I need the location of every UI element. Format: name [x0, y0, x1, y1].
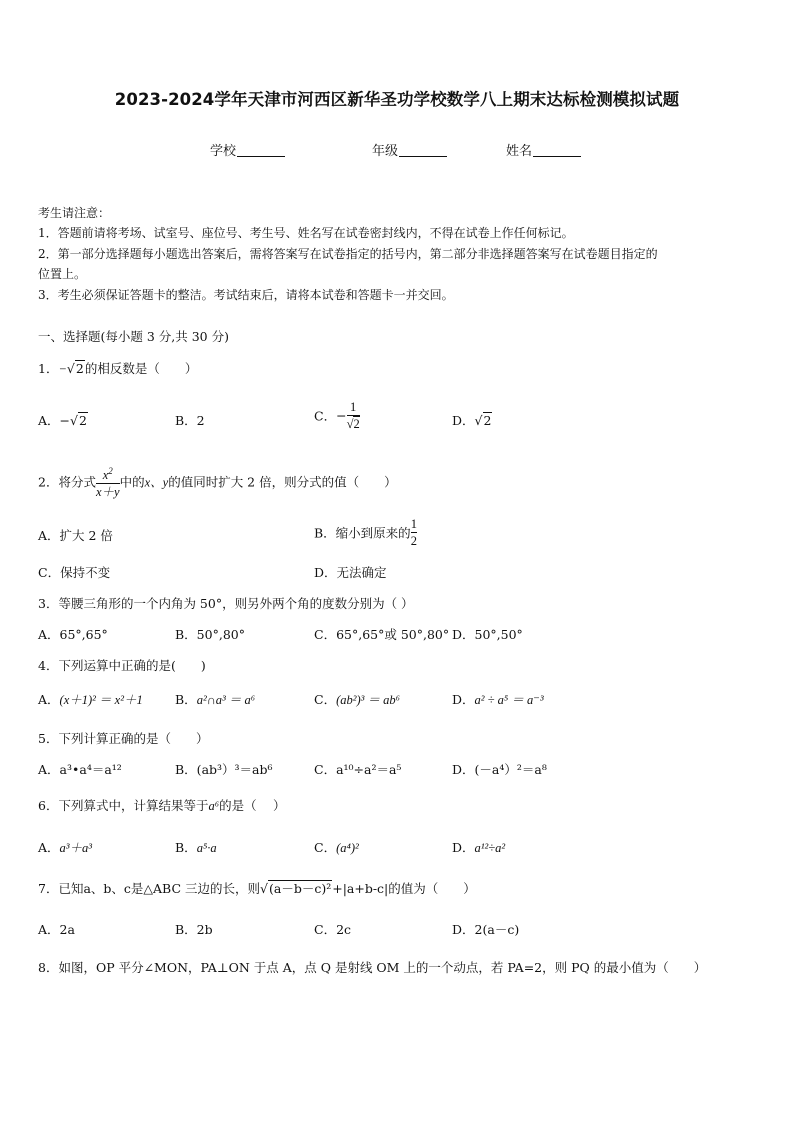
- question-3: 3．等腰三角形的一个内角为 50°，则另外两个角的度数分别为（ ）: [38, 596, 414, 611]
- q2-option-c: C．保持不变: [38, 565, 111, 580]
- page-title: 2023-2024学年天津市河西区新华圣功学校数学八上期末达标检测模拟试题: [114, 90, 680, 109]
- notice-item-2-cont: 位置上。: [38, 267, 87, 281]
- question-6: 6．下列算式中，计算结果等于a⁶的是（ ）: [38, 798, 286, 813]
- q6-option-d: D．a¹²÷a²: [452, 840, 506, 855]
- grade-blank: [399, 143, 447, 157]
- q7-sqrt: √(a－b－c)²: [260, 881, 332, 896]
- q1-option-a: A．−√2: [38, 413, 87, 428]
- q1-number: 1．: [38, 361, 59, 376]
- section-title: 一、选择题(每小题 3 分,共 30 分): [38, 329, 229, 344]
- q1-sqrt: √2: [66, 361, 84, 376]
- q5-option-b: B．(ab³）³＝ab⁶: [175, 762, 273, 777]
- q5-option-c: C．a¹⁰÷a²＝a⁵: [314, 762, 402, 777]
- q1-option-d: D．√2: [452, 413, 492, 428]
- name-blank: [533, 143, 581, 157]
- question-4: 4．下列运算中正确的是( ): [38, 658, 206, 673]
- q3-option-d: D．50°,50°: [452, 627, 523, 642]
- q1-text: 的相反数是（ ）: [84, 361, 198, 376]
- grade-label: 年级: [372, 144, 399, 159]
- school-field: [210, 140, 285, 159]
- q4-option-a: A．(x＋1)² ＝ x²＋1: [38, 692, 143, 707]
- q6-option-a: A．a³＋a³: [38, 840, 93, 855]
- question-7: 7．已知a、b、c是△ABC 三边的长，则√(a－b－c)²+|a+b-c|的值为（ ）: [38, 881, 476, 896]
- q5-option-a: A．a³•a⁴＝a¹²: [38, 762, 122, 777]
- q2-option-b: B．缩小到原来的 $\frac{1}{2}$: [314, 517, 417, 548]
- q1-minus: −: [58, 362, 67, 376]
- q4-option-c: C．(ab²)³ ＝ ab⁶: [314, 692, 400, 707]
- question-1: [38, 359, 197, 377]
- question-2: 2．将分式 $\frac{x^2}{x+y}$ 中的x、y的值同时扩大 2 倍，则分式的值（ ）: [38, 463, 397, 500]
- grade-field: [372, 140, 447, 159]
- name-label: 姓名: [506, 144, 533, 159]
- notice-heading: 考生请注意：: [38, 206, 111, 220]
- q1-option-b: B．2: [175, 413, 205, 428]
- question-5: 5．下列计算正确的是（ ）: [38, 731, 209, 746]
- q5-option-d: D．(－a⁴）²＝a⁸: [452, 762, 547, 777]
- name-field: [506, 140, 581, 159]
- q6-option-b: B．a⁵·a: [175, 840, 217, 855]
- q2-option-d: D．无法确定: [314, 565, 387, 580]
- school-blank: [237, 143, 285, 157]
- notice-item-2: 2．第一部分选择题每小题选出答案后，需将答案写在试卷指定的括号内，第二部分非选择题答案写在试卷题目指定的: [38, 247, 658, 261]
- q6-option-c: C．(a⁴)²: [314, 840, 359, 855]
- q4-option-b: B．a²∩a³ ＝ a⁶: [175, 692, 256, 707]
- question-8: 8．如图，OP 平分∠MON，PA⊥ON 于点 A，点 Q 是射线 OM 上的一个动点，若 PA=2，则 PQ 的最小值为（ ）: [38, 960, 707, 975]
- q2-option-a: A．扩大 2 倍: [38, 528, 113, 543]
- q7-option-a: A．2a: [38, 922, 75, 937]
- school-label: 学校: [210, 144, 237, 159]
- q3-option-a: A．65°,65°: [38, 627, 108, 642]
- q3-option-b: B．50°,80°: [175, 627, 245, 642]
- notice-item-1: 1．答题前请将考场、试室号、座位号、考生号、姓名写在试卷密封线内，不得在试卷上作任何标记。: [38, 226, 574, 240]
- q7-option-c: C．2c: [314, 922, 352, 937]
- q3-option-c: C．65°,65°或 50°,80°: [314, 627, 450, 642]
- q2-fraction: $\frac{x^2}{x+y}$: [95, 466, 120, 500]
- q7-option-b: B．2b: [175, 922, 213, 937]
- q1-option-c: C．− $\frac{1}{√2}$: [314, 400, 360, 431]
- notice-item-3: 3．考生必须保证答题卡的整洁。考试结束后，请将本试卷和答题卡一并交回。: [38, 288, 454, 302]
- q7-option-d: D．2(a－c): [452, 922, 520, 937]
- q4-option-d: D．a² ÷ a⁵ ＝ a⁻³: [452, 692, 544, 707]
